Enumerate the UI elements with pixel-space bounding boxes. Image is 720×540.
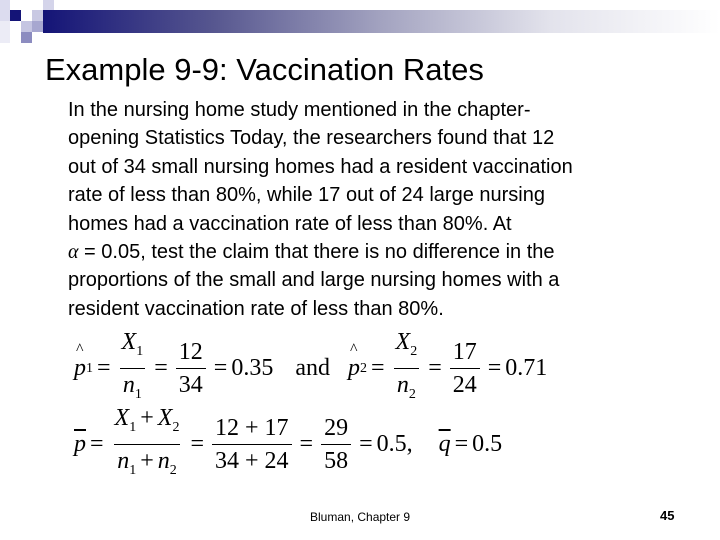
denominator-var: n [157,448,170,474]
body-line: resident vaccination rate of less than 80%. [68,297,444,320]
fraction-pooled-values [212,414,292,475]
title-gradient-bar [43,10,720,33]
equals-sign: = [213,355,228,381]
equals-sign: = [454,431,469,457]
body-line: rate of less than 80%, while 17 out of 24 large nursing [68,184,545,207]
footer-source: Bluman, Chapter 9 [310,510,411,524]
subscript: 2 [359,360,367,376]
numerator-var: X [157,405,173,431]
equals-sign: = [97,355,111,381]
slide-number: 45 [660,508,675,523]
p-bar-symbol: $\overline{p}$ [74,431,86,457]
equals-sign: = [90,431,104,457]
body-line-alpha [68,238,688,266]
alpha-line-text: = 0.05, test the claim that there is no difference in the [78,241,555,264]
denominator-value: 34 [176,368,206,399]
equals-sign: = [299,431,314,457]
logo-square [0,0,10,21]
body-line: In the nursing home study mentioned in the chapter- [68,99,531,121]
problem-statement [68,96,688,323]
subscript: 1 [129,420,137,435]
logo-square [32,21,43,32]
equation-p-hat-row [74,328,547,409]
numerator-var: X [121,329,137,355]
body-line: opening Statistics Today, the researchers found that 12 [68,127,555,150]
conjunction-and: and [295,355,330,381]
logo-square [21,32,32,43]
p-hat-2-symbol: ^ p [348,355,360,382]
numerator-var: X [114,405,130,431]
denominator-value: 58 [321,444,351,475]
equals-sign: = [154,355,168,381]
logo-square [10,10,21,21]
plus-sign: + [140,405,154,431]
subscript: 1 [129,463,137,478]
fraction-pooled-formula [112,404,183,485]
equals-sign: = [370,355,385,381]
logo-square [21,21,32,32]
subscript: 2 [169,463,177,478]
denominator-value: 34 + 24 [212,444,292,475]
fraction-x2-n2 [393,328,421,409]
body-line: proportions of the small and large nursing homes with a [68,269,560,292]
slide-title: Example 9-9: Vaccination Rates [45,52,484,87]
p-hat-1-symbol: ^ p [74,355,86,382]
subscript: 2 [410,344,418,359]
equals-sign: = [190,431,204,457]
denominator-var: n [122,372,135,398]
denominator-value: 24 [450,368,480,399]
equals-sign: = [487,355,502,381]
logo-square [0,21,10,43]
fraction-29-58 [321,414,351,475]
equation-p-bar-row [74,404,502,485]
fraction-x1-n1 [119,328,147,409]
logo-square [32,10,43,21]
fraction-12-34 [176,338,206,399]
subscript: 1 [134,387,142,402]
q-bar-symbol: $\overline{q}$ [438,431,451,457]
p-hat-2-result: 0.71 [505,355,548,381]
body-line: homes had a vaccination rate of less than 80%. At [68,212,512,235]
denominator-var: n [396,372,409,398]
numerator-value: 29 [324,415,349,441]
subscript: 2 [172,420,180,435]
alpha-symbol: α [68,241,79,264]
logo-square [43,0,54,10]
fraction-17-24 [450,338,480,399]
plus-sign: + [140,448,154,474]
equals-sign: = [359,431,373,457]
denominator-var: n [117,448,130,474]
subscript: 2 [408,387,416,402]
numerator-value: 17 [452,339,477,365]
p-bar-result: 0.5, [376,431,413,457]
numerator-value: 12 + 17 [214,415,289,441]
subscript: 1 [86,360,93,376]
body-line: out of 34 small nursing homes had a resident vaccination [68,155,573,178]
numerator-var: X [395,329,411,355]
equals-sign: = [428,355,442,381]
numerator-value: 12 [178,339,203,365]
p-hat-1-result: 0.35 [231,355,274,381]
q-bar-result: 0.5 [472,431,503,457]
subscript: 1 [136,344,144,359]
